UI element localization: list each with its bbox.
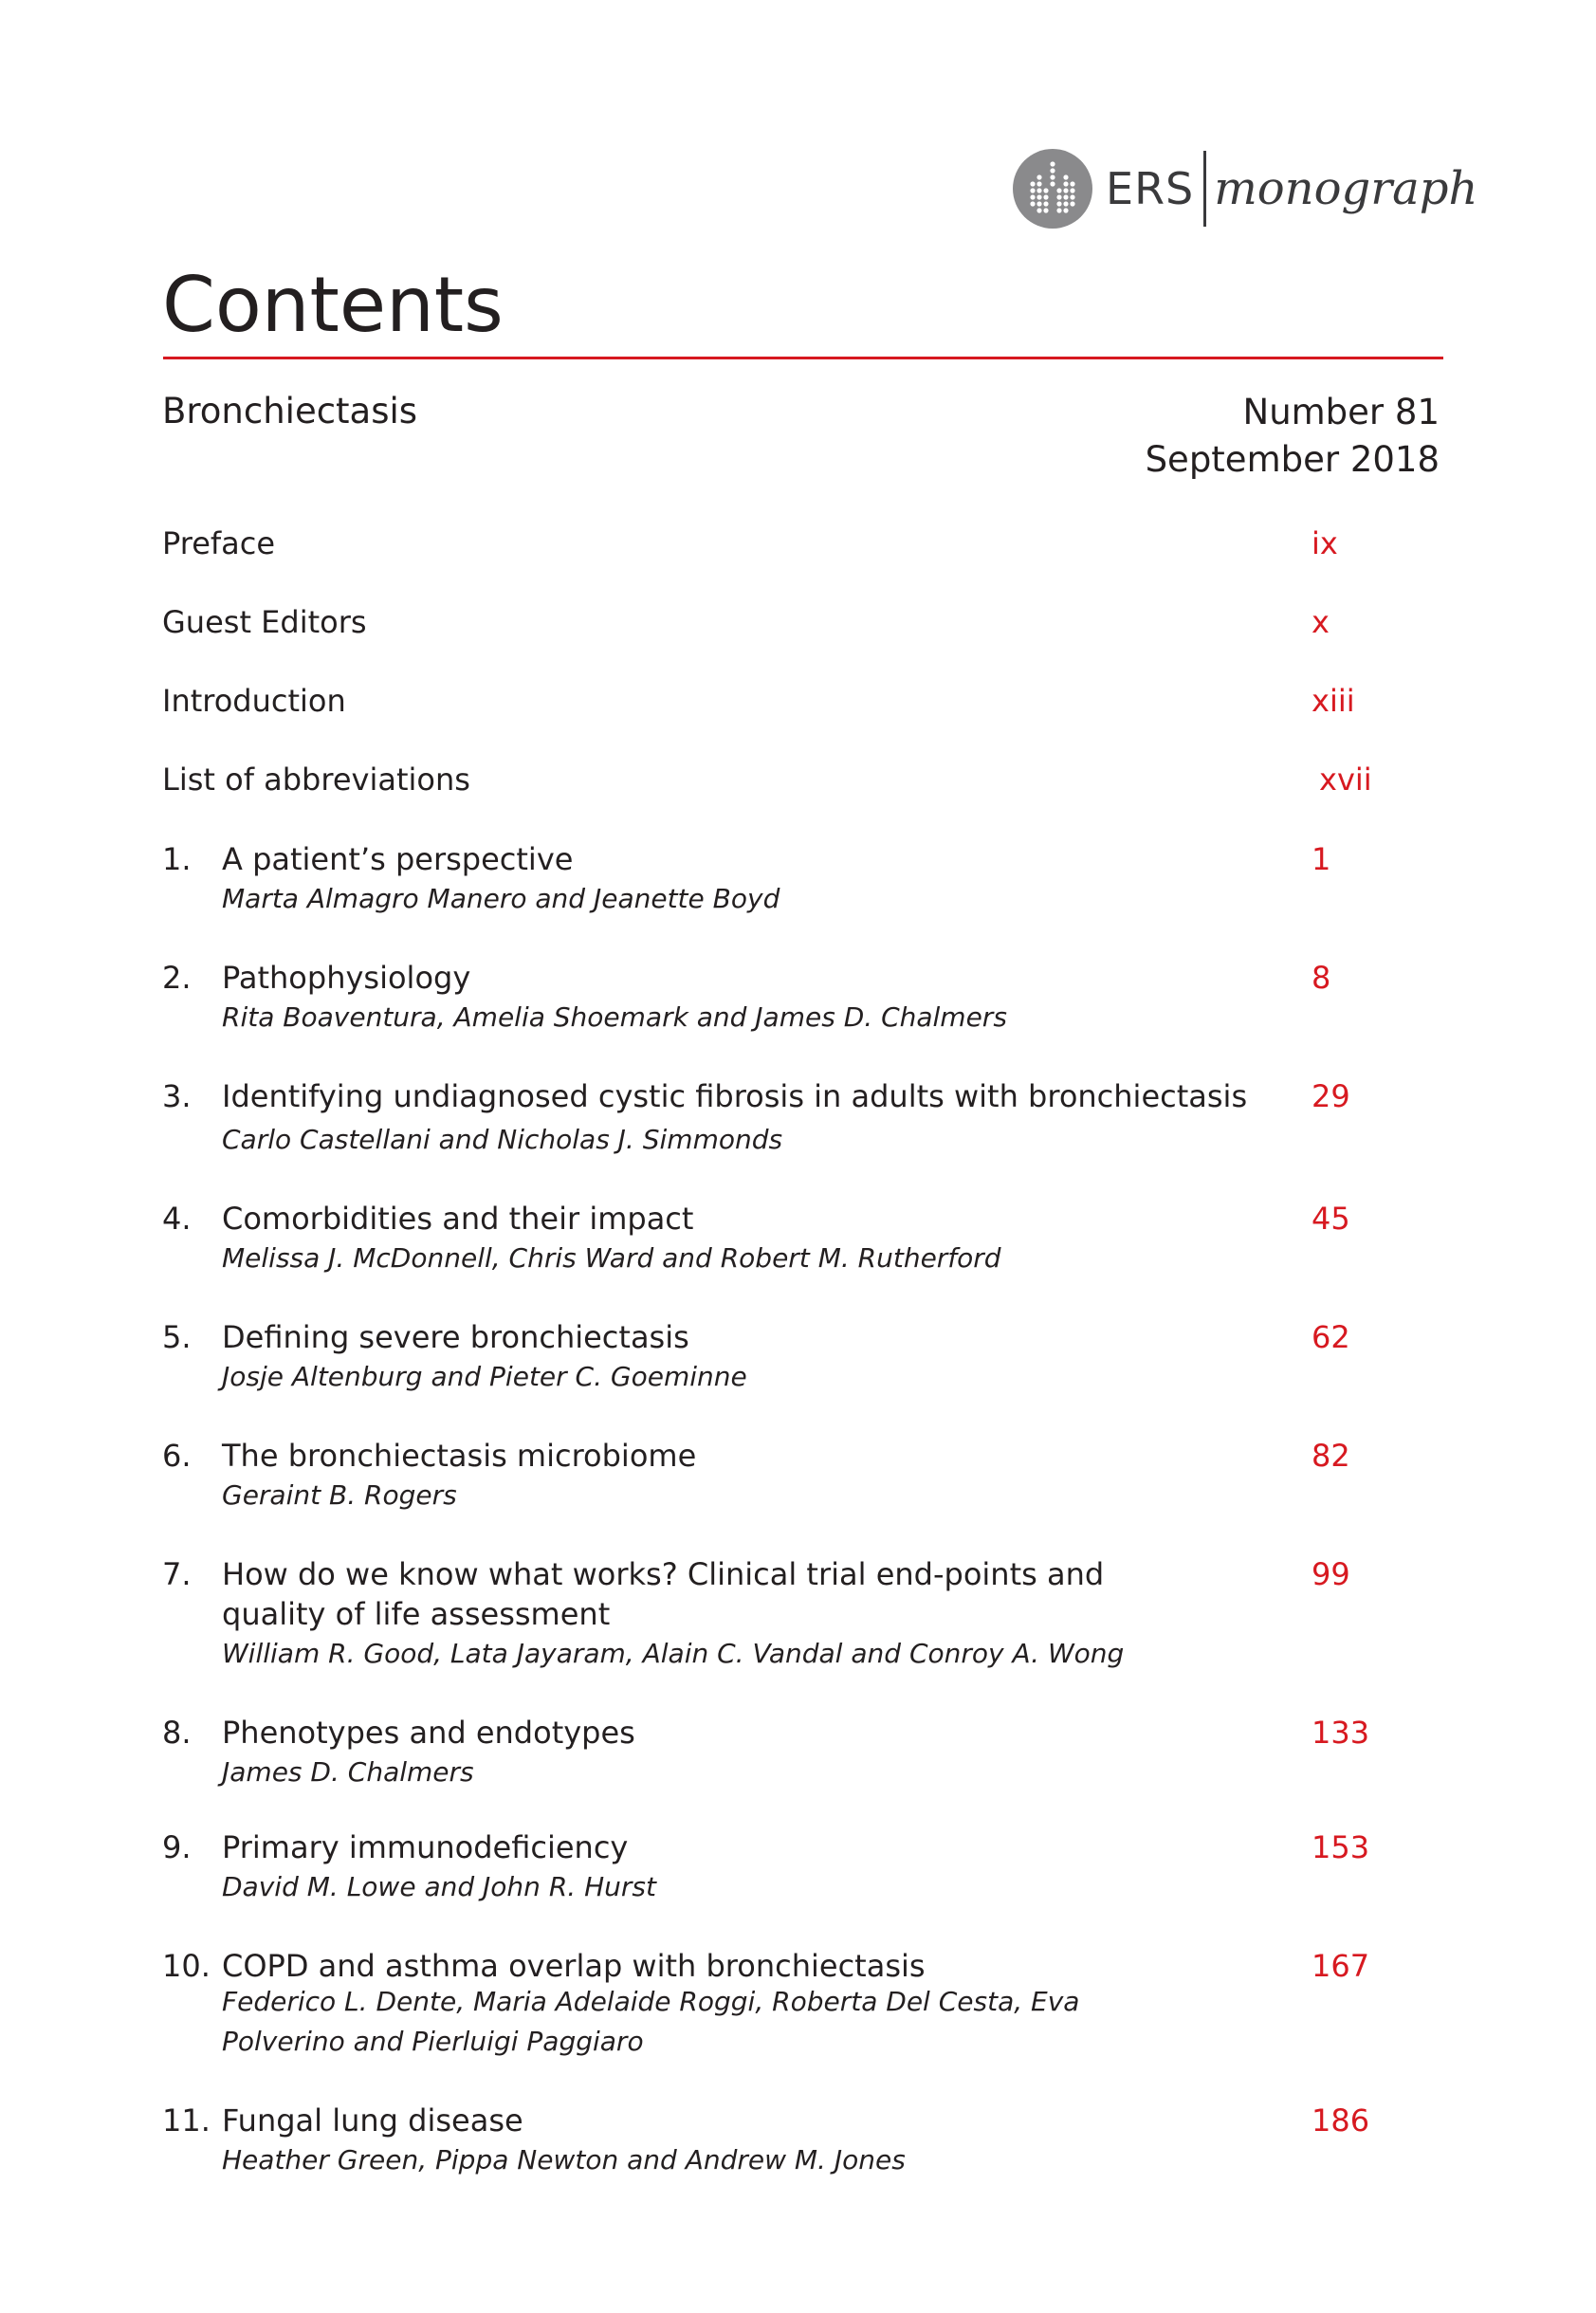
issue-number: Number 81 bbox=[1242, 392, 1440, 432]
ers-monograph-logo bbox=[1013, 148, 1477, 229]
toc-entry-title: Preface bbox=[162, 525, 276, 561]
chapter-authors: Heather Green, Pippa Newton and Andrew M. Jones bbox=[222, 2144, 906, 2175]
chapter-page: 99 bbox=[1312, 1556, 1350, 1592]
chapter-page: 8 bbox=[1312, 960, 1331, 996]
chapter-title: How do we know what works? Clinical trial end-points and quality of life assessment bbox=[222, 1556, 1105, 1632]
chapter-number: 10. bbox=[162, 1948, 211, 1984]
chapter-authors: Federico L. Dente, Maria Adelaide Roggi, Roberta Del Cesta, Eva Polverino and Pierluigi Paggiaro bbox=[222, 1986, 1080, 2057]
chapter-authors: James D. Chalmers bbox=[222, 1756, 474, 1788]
chapter-page: 1 bbox=[1312, 841, 1331, 877]
chapter-number: 7. bbox=[162, 1556, 192, 1592]
chapter-authors: David M. Lowe and John R. Hurst bbox=[222, 1871, 656, 1902]
chapter-title: A patient’s perspective bbox=[222, 841, 574, 877]
chapter-page: 133 bbox=[1312, 1715, 1370, 1751]
chapter-title: Identifying undiagnosed cystic fibrosis in adults with bronchiectasis bbox=[222, 1078, 1248, 1114]
chapter-page: 62 bbox=[1312, 1319, 1350, 1355]
logo-divider bbox=[1203, 151, 1206, 227]
chapter-authors: Marta Almagro Manero and Jeanette Boyd bbox=[222, 883, 780, 914]
chapter-page: 186 bbox=[1312, 2102, 1370, 2139]
toc-entry-title: List of abbreviations bbox=[162, 762, 470, 798]
chapter-page: 29 bbox=[1312, 1078, 1350, 1114]
toc-entry-page: xvii bbox=[1319, 762, 1372, 798]
toc-entry-page: ix bbox=[1312, 525, 1338, 561]
chapter-authors: Rita Boaventura, Amelia Shoemark and James D. Chalmers bbox=[222, 1001, 1007, 1033]
chapter-authors: Melissa J. McDonnell, Chris Ward and Robert M. Rutherford bbox=[222, 1242, 1001, 1274]
chapter-number: 2. bbox=[162, 960, 192, 996]
chapter-authors: William R. Good, Lata Jayaram, Alain C. Vandal and Conroy A. Wong bbox=[222, 1638, 1125, 1669]
monograph-subject: Bronchiectasis bbox=[162, 391, 418, 431]
logo-ers-text: ERS bbox=[1106, 163, 1195, 214]
logo-monograph-text: monograph bbox=[1214, 162, 1478, 215]
toc-entry-title: Introduction bbox=[162, 683, 346, 719]
chapter-title: Primary immunodeficiency bbox=[222, 1829, 629, 1865]
chapter-title: COPD and asthma overlap with bronchiectasis bbox=[222, 1948, 926, 1984]
chapter-number: 4. bbox=[162, 1201, 192, 1237]
chapter-number: 9. bbox=[162, 1829, 192, 1865]
issue-date: September 2018 bbox=[1145, 439, 1440, 480]
chapter-number: 11. bbox=[162, 2102, 211, 2139]
chapter-number: 1. bbox=[162, 841, 192, 877]
chapter-number: 5. bbox=[162, 1319, 192, 1355]
chapter-page: 45 bbox=[1312, 1201, 1350, 1237]
chapter-title: Comorbidities and their impact bbox=[222, 1201, 694, 1237]
chapter-number: 3. bbox=[162, 1078, 192, 1114]
chapter-page: 82 bbox=[1312, 1438, 1350, 1474]
chapter-authors: Carlo Castellani and Nicholas J. Simmonds bbox=[222, 1124, 783, 1155]
title-rule bbox=[163, 357, 1443, 359]
page-title: Contents bbox=[162, 261, 504, 349]
chapter-page: 167 bbox=[1312, 1948, 1370, 1984]
lungs-logo-icon bbox=[1013, 149, 1092, 229]
issue-info bbox=[1146, 389, 1440, 484]
chapter-page: 153 bbox=[1312, 1829, 1370, 1865]
chapter-authors: Geraint B. Rogers bbox=[222, 1479, 457, 1511]
toc-entry-title: Guest Editors bbox=[162, 604, 367, 640]
chapter-title: The bronchiectasis microbiome bbox=[222, 1438, 697, 1474]
chapter-title: Pathophysiology bbox=[222, 960, 471, 996]
chapter-title: Phenotypes and endotypes bbox=[222, 1715, 635, 1751]
chapter-authors: Josje Altenburg and Pieter C. Goeminne bbox=[222, 1361, 747, 1392]
chapter-title: Defining severe bronchiectasis bbox=[222, 1319, 689, 1355]
chapter-number: 8. bbox=[162, 1715, 192, 1751]
toc-entry-page: x bbox=[1312, 604, 1330, 640]
chapter-number: 6. bbox=[162, 1438, 192, 1474]
toc-entry-page: xiii bbox=[1312, 683, 1355, 719]
chapter-title: Fungal lung disease bbox=[222, 2102, 523, 2139]
